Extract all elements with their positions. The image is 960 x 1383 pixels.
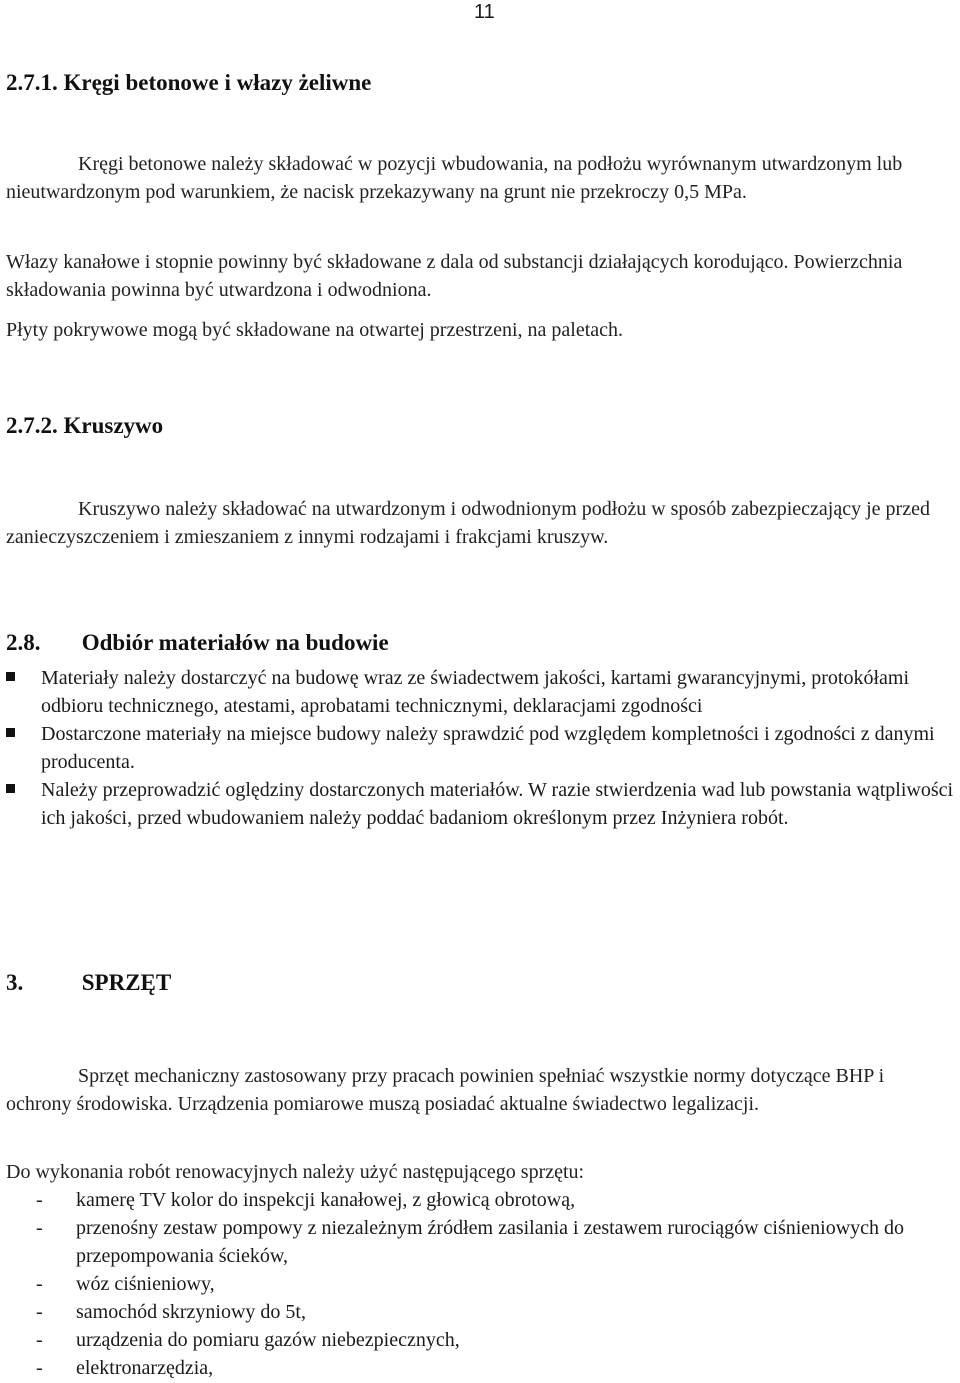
paragraph-wlazy: Włazy kanałowe i stopnie powinny być składowane z dala od substancji działających korodująco. Powierzchnia składowania powinna być utwardzona i odwodniona. xyxy=(6,251,903,301)
dash-marker: - xyxy=(36,1273,43,1295)
section-number: 2.7.1. xyxy=(6,70,58,95)
list-item-text: Należy przeprowadzić oględziny dostarczonych materiałów. W razie stwierdzenia wad lub powstania wątpliwości ich jakości, przed wbudowaniem należy poddać badaniom określonym przez Inżyniera robót. xyxy=(41,779,954,829)
dash-marker: - xyxy=(36,1329,43,1351)
paragraph-sprzet: Sprzęt mechaniczny zastosowany przy pracach powinien spełniać wszystkie normy dotyczące BHP i ochrony środowiska. Urządzenia pomiarowe muszą posiadać aktualne świadectwo legalizacji. xyxy=(6,1065,885,1115)
page-number: 11 xyxy=(474,1,495,23)
dash-marker: - xyxy=(36,1301,43,1323)
section-title: Kręgi betonowe i włazy żeliwne xyxy=(63,70,372,95)
list-item xyxy=(36,1186,954,1214)
dash-marker: - xyxy=(36,1357,43,1379)
square-bullet-icon xyxy=(6,728,15,737)
section-number: 3. xyxy=(6,970,24,995)
dash-marker: - xyxy=(36,1217,43,1239)
acceptance-bullet-list xyxy=(6,664,954,832)
list-item xyxy=(6,776,954,832)
section-title: Odbiór materiałów na budowie xyxy=(81,630,389,655)
list-item-text: Dostarczone materiały na miejsce budowy należy sprawdzić pod względem kompletności i zgodności z danymi producenta. xyxy=(41,723,935,773)
section-title: Kruszywo xyxy=(63,413,164,438)
section-number: 2.8. xyxy=(6,630,41,655)
list-item-text: Materiały należy dostarczyć na budowę wraz ze świadectwem jakości, kartami gwarancyjnymi, protokółami odbioru technicznego, atestami, aprobatami technicznymi, deklaracjami zgodności xyxy=(41,667,909,717)
list-item-text: przenośny zestaw pompowy z niezależnym źródłem zasilania i zestawem rurociągów ciśnieniowych do przepompowania ścieków, xyxy=(76,1217,905,1267)
list-item xyxy=(36,1326,954,1354)
section-heading-2-7-1 xyxy=(6,68,371,98)
list-item xyxy=(36,1298,954,1326)
list-item xyxy=(36,1270,954,1298)
section-heading-2-8 xyxy=(6,628,389,658)
square-bullet-icon xyxy=(6,784,15,793)
paragraph-kruszywo: Kruszywo należy składować na utwardzonym i odwodnionym podłożu w sposób zabezpieczający je przed zanieczyszczeniem i zmieszaniem z innymi rodzajami i frakcjami kruszyw. xyxy=(6,498,930,548)
list-item xyxy=(36,1214,954,1270)
equipment-list xyxy=(36,1186,954,1382)
list-item-text: samochód skrzyniowy do 5t, xyxy=(76,1301,306,1323)
square-bullet-icon xyxy=(6,672,15,681)
section-title: SPRZĘT xyxy=(81,970,172,995)
list-item xyxy=(6,664,954,720)
section-heading-3 xyxy=(6,968,171,998)
list-item-text: wóz ciśnieniowy, xyxy=(76,1273,215,1295)
list-item xyxy=(6,720,954,776)
list-item xyxy=(36,1354,954,1382)
list-item-text: elektronarzędzia, xyxy=(76,1357,214,1379)
section-heading-2-7-2 xyxy=(6,411,163,441)
section-number: 2.7.2. xyxy=(6,413,58,438)
paragraph-plyty: Płyty pokrywowe mogą być składowane na otwartej przestrzeni, na paletach. xyxy=(6,319,624,341)
dash-marker: - xyxy=(36,1189,43,1211)
list-item-text: urządzenia do pomiaru gazów niebezpiecznych, xyxy=(76,1329,460,1351)
equipment-intro: Do wykonania robót renowacyjnych należy użyć następującego sprzętu: xyxy=(6,1161,585,1183)
list-item-text: kamerę TV kolor do inspekcji kanałowej, z głowicą obrotową, xyxy=(76,1189,576,1211)
paragraph-kregi: Kręgi betonowe należy składować w pozycji wbudowania, na podłożu wyrównanym utwardzonym lub nieutwardzonym pod warunkiem, że nacisk przekazywany na grunt nie przekroczy 0,5 MPa. xyxy=(6,153,903,203)
